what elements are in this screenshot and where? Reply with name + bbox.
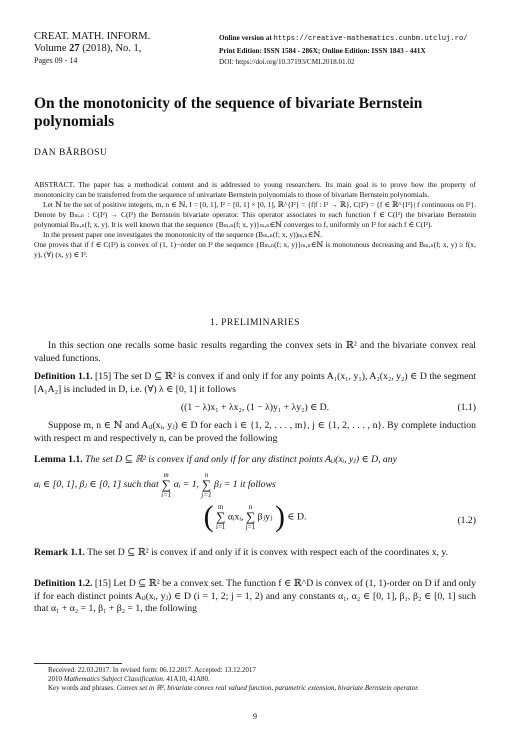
definition-label: Definition 1.1. [34, 371, 93, 382]
equation-number: (1.1) [457, 402, 476, 413]
equation-1-1 [34, 402, 476, 416]
journal-volume: Volume 27 (2018), No. 1, [34, 43, 142, 54]
supposition: Suppose m, n ∈ ℕ and Aᵢⱼ(xᵢ, yⱼ) ∈ D for each i ∈ {1, 2, . . . , m}, j ∈ {1, 2, . . . , n}. By complete induction with respect m and respectively n, can be proved the following [34, 420, 476, 444]
online-url-link[interactable]: https://creative-mathematics.cunbm.utcluj.ro/ [273, 35, 468, 43]
equation-1-2 [34, 500, 476, 544]
section-heading: 1. PRELIMINARIES [210, 318, 300, 328]
equation-body: ((1 − λ)x₁ + λx₂, (1 − λ)y₁ + λy₂) ∈ D. [180, 402, 330, 413]
journal-info [34, 31, 150, 67]
definition-1-2: Definition 1.2. [15] Let D ⊆ ℝ² be a convex set. The function f ∈ ℝ^D is convex of (1, 1)-order on D if and only if for each distinct points Aᵢⱼ(xᵢ, yⱼ) ∈ D (i = 1, 2; j = 1, 2) and any constants α₁, α₂ ∈ [0, 1], β₁, β₂ ∈ [0, 1] such that α₁ + α₂ = 1, β₁ + β₂ = 1, the following [34, 578, 476, 614]
online-version: Online version at https://creative-mathematics.cunbm.utcluj.ro/ [219, 34, 468, 43]
abstract-p1: ABSTRACT. The paper has a methodical content and is addressed to young researchers. Its main goal is to prove how the property of monotonicity can be transferred from the sequence of univariate Bernstein polynomials to those of bivariate Bernstein polynomials. [34, 180, 476, 199]
abstract-p4: One proves that if f ∈ C(I²) is convex of (1, 1)−order on I² the sequence {Bₘ,ₙ(f; x, y)}ₘ,ₙ∈ℕ is monotonous decreasing and Bₘ,ₙ(f; x, y) ≥ f(x, y), (∀) (x, y) ∈ I². [34, 240, 476, 259]
remark-label: Remark 1.1. [34, 547, 85, 558]
footnote-rule [34, 663, 122, 664]
abstract-label: ABSTRACT. [34, 180, 75, 189]
definition-label: Definition 1.2. [34, 578, 93, 589]
doi-link[interactable]: DOI: https://doi.org/10.37193/CMI.2018.01.02 [219, 58, 355, 66]
journal-pages: Pages 09 - 14 [34, 56, 78, 65]
lemma-label: Lemma 1.1. [34, 454, 83, 465]
print-edition: Print Edition: ISSN 1584 - 286X; Online Edition: ISSN 1843 - 441X [219, 46, 426, 55]
received-dates: Received: 22.03.2017. In revised form: 06.12.2017. Accepted: 13.12.2017 [48, 666, 256, 674]
sum-beta: n ∑ j=1 [201, 470, 212, 499]
abstract-p2: Let ℕ be the set of positive integers, m, n ∈ ℕ, I = [0, 1], I² = [0, 1] × [0, 1], ℝ^{I²} = {f|f : I² → ℝ}, C(I²) = {f ∈ ℝ^{I²}| f continuous on I²}. Denote by Bₘ,ₙ : C(I²) → C(I²) the Bernstein bivariate operator. This operator associates to each function f ∈ C(I²) the bivariate Bernstein polynomial Bₘ,ₙ(f; x, y). It is well known that the sequence {Bₘ,ₙ(f; x, y)}ₘ,ₙ∈ℕ converges to f, uniformly on I² for each f ∈ C(I²). [34, 200, 476, 229]
paper-author: DAN BĂRBOSU [34, 148, 108, 158]
footnotes [34, 666, 476, 693]
publication-meta [219, 33, 468, 69]
section-intro: In this section one recalls some basic results regarding the convex sets in ℝ² and the bivariate convex real valued functions. [34, 340, 476, 364]
abstract [34, 180, 476, 260]
equation-number: (1.2) [457, 515, 476, 526]
lemma-1-1: Lemma 1.1. The set D ⊆ ℝ² is convex if and only if for any distinct points Aᵢⱼ(xᵢ, yⱼ) ∈ D, any αᵢ ∈ [0, 1], βⱼ ∈ [0, 1] such that m ∑ i=1 αᵢ = 1, n ∑ j=1 βⱼ = 1 it follows [34, 454, 397, 499]
sum-alpha: m ∑ i=1 [161, 470, 172, 499]
journal-name: CREAT. MATH. INFORM. [34, 31, 151, 42]
page-number: 9 [253, 712, 257, 721]
paper-title: On the monotonicity of the sequence of bivariate Bernstein polynomials [34, 95, 423, 130]
definition-1-1: Definition 1.1. [15] The set D ⊆ ℝ² is convex if and only if for any points A₁(x₁, y₁), A₂(x₂, y₂) ∈ D the segment [A₁A₂] is included in D, i.e. (∀) λ ∈ [0, 1] it follows [34, 371, 476, 395]
equation-body: ( m ∑ i=1 αᵢxᵢ, n ∑ j=1 βⱼyⱼ ) ∈ D. [203, 500, 307, 533]
keywords: Key words and phrases. Convex set in ℝ², bivariate convex real valued function, parametric extension, bivariate Bernstein operator. [48, 684, 419, 692]
remark-1-1: Remark 1.1. The set D ⊆ ℝ² is convex if and only if it is convex with respect each of the coordinates x, y. [34, 547, 449, 558]
msc-classification: 2010 Mathematics Subject Classification. 41A10, 41A80. [48, 675, 210, 683]
abstract-p3: In the present paper one investigates the monotonicity of the sequence (Bₘ,ₙ(f; x, y))ₘ,ₙ∈ℕ. [43, 230, 323, 239]
